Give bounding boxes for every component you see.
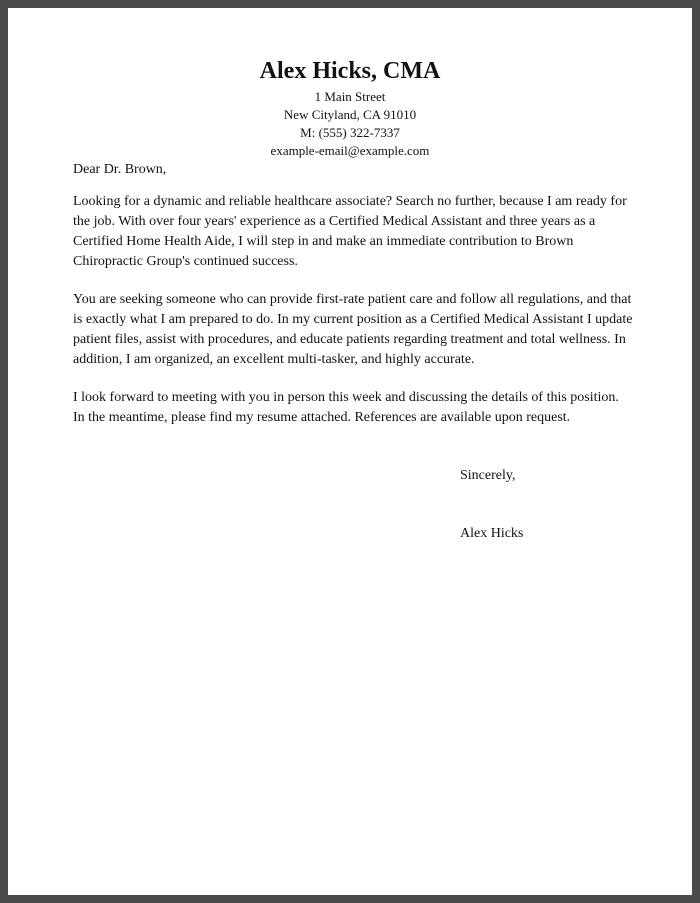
letter-header	[8, 56, 692, 160]
signature: Alex Hicks	[460, 526, 524, 541]
sender-address-line2: New Cityland, CA 91010	[283, 107, 417, 122]
salutation: Dear Dr. Brown,	[73, 162, 167, 177]
paragraph-closing: I look forward to meeting with you in person this week and discussing the details of this position. In the meantime, please find my resume attached. References are available upon request.	[73, 390, 619, 425]
letter-body	[73, 160, 633, 446]
letter-page	[8, 8, 692, 895]
closing: Sincerely,	[460, 468, 516, 483]
paragraph-qualifications: You are seeking someone who can provide first-rate patient care and follow all regulations, and that is exactly what I am prepared to do. In my current position as a Certified Medical Assistant I update patient files, assist with procedures, and educate patients regarding treatment and total wellness. In addition, I am organized, an excellent multi-tasker, and highly accurate.	[73, 292, 633, 367]
sender-address-line1: 1 Main Street	[314, 89, 386, 104]
sender-email: example-email@example.com	[270, 143, 430, 158]
sender-name: Alex Hicks, CMA	[259, 58, 441, 84]
sender-phone: M: (555) 322-7337	[300, 125, 400, 140]
paragraph-intro: Looking for a dynamic and reliable healthcare associate? Search no further, because I am ready for the job. With over four years' experience as a Certified Medical Assistant and three years as a Certified Home Health Aide, I will step in and make an immediate contribution to Brown Chiropractic Group's continued success.	[73, 194, 627, 269]
